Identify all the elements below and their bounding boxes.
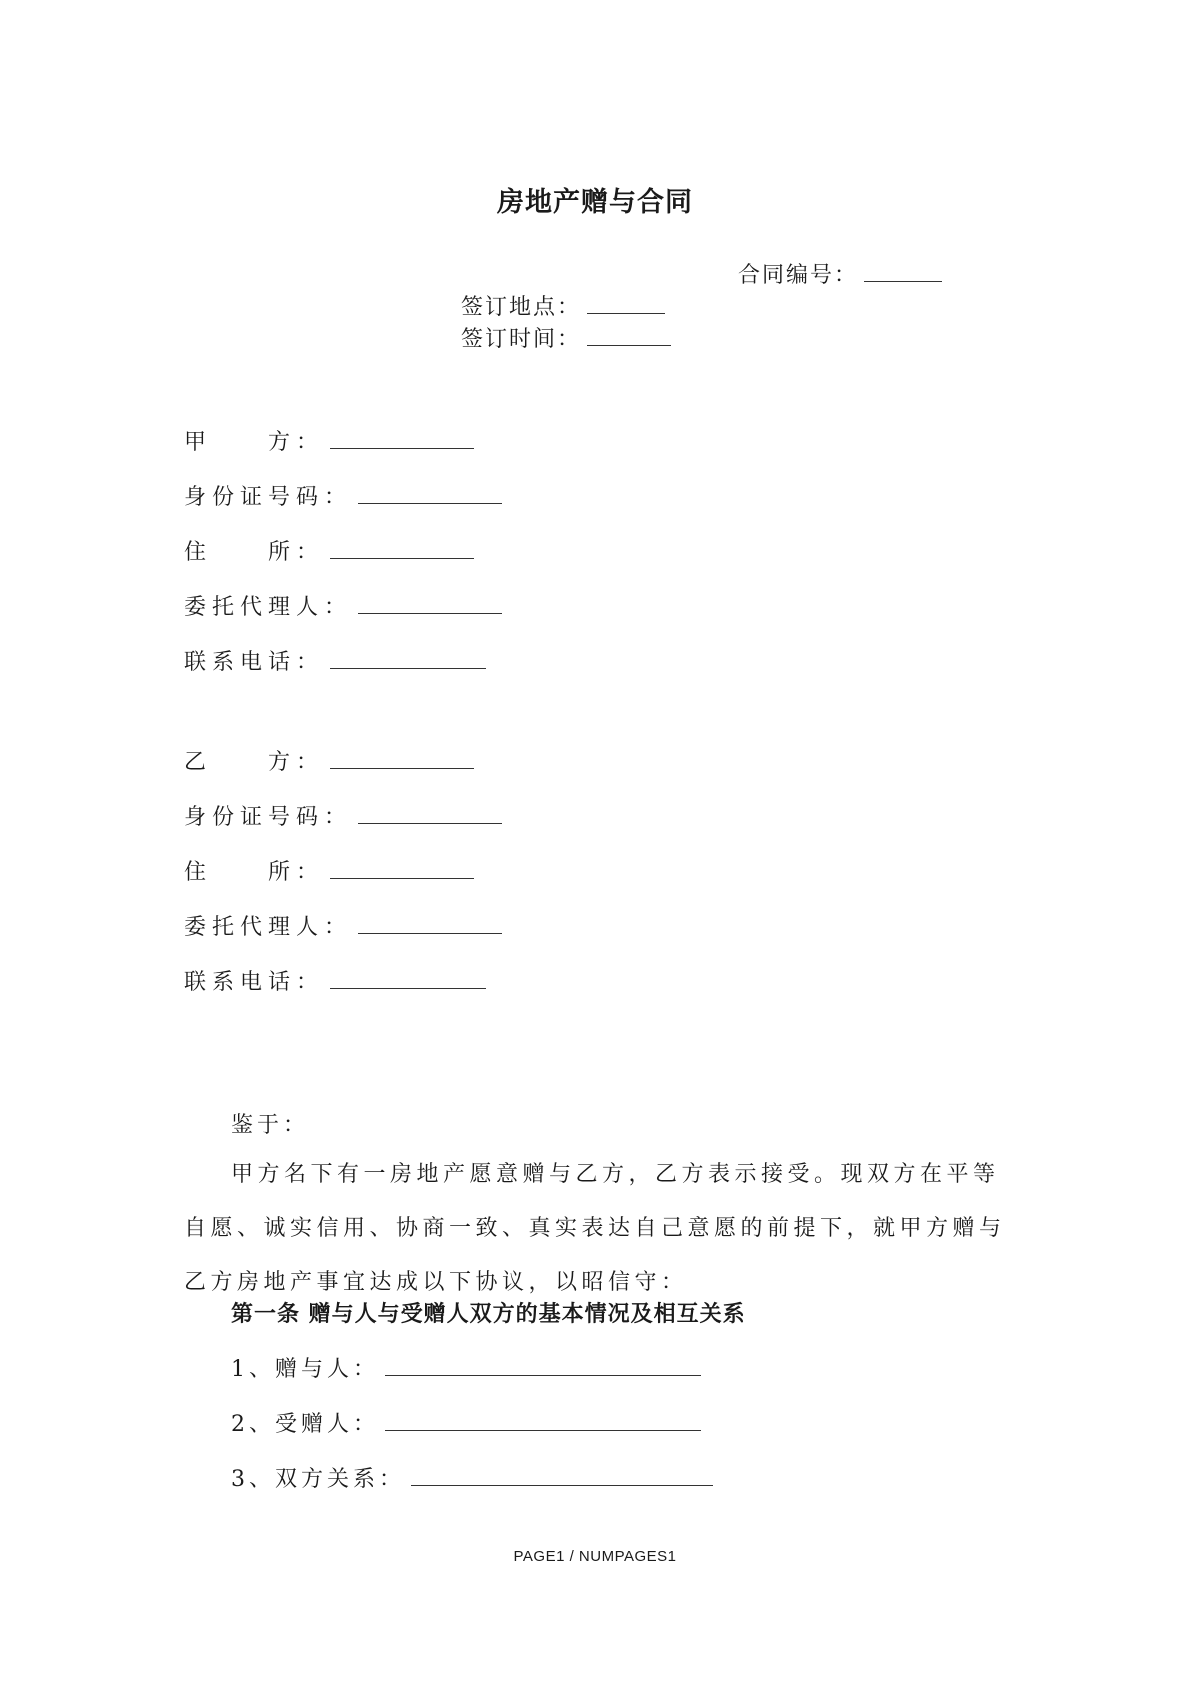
party-b-id-line	[184, 800, 502, 831]
donor-label: 1、赠与人：	[231, 1357, 379, 1382]
party-a-name-label: 甲 方：	[184, 430, 325, 455]
article-1-heading: 第一条 赠与人与受赠人双方的基本情况及相互关系	[231, 1301, 746, 1327]
party-a-id-blank[interactable]	[358, 483, 502, 504]
relation-label: 3、双方关系：	[231, 1467, 405, 1492]
donee-label: 2、受赠人：	[231, 1412, 379, 1437]
donee-blank[interactable]	[385, 1410, 701, 1431]
party-a-name-line	[184, 425, 474, 456]
party-b-id-label: 身份证号码：	[184, 805, 353, 830]
party-a-address-label: 住 所：	[184, 540, 325, 565]
party-b-agent-label: 委托代理人：	[184, 915, 353, 940]
party-b-phone-line	[184, 965, 486, 996]
party-a-address-blank[interactable]	[330, 538, 474, 559]
party-a-agent-blank[interactable]	[358, 593, 502, 614]
sign-place-blank[interactable]	[587, 293, 665, 314]
contract-number-label: 合同编号：	[738, 263, 859, 288]
party-a-agent-line	[184, 590, 502, 621]
preamble-paragraph: 甲方名下有一房地产愿意赠与乙方，乙方表示接受。现双方在平等自愿、诚实信用、协商一致、真实表达自己意愿的前提下，就甲方赠与乙方房地产事宜达成以下协议，以昭信守：	[184, 1162, 1006, 1295]
party-b-address-blank[interactable]	[330, 858, 474, 879]
sign-place-line	[461, 290, 665, 321]
party-b-name-label: 乙 方：	[184, 750, 325, 775]
party-a-id-label: 身份证号码：	[184, 485, 353, 510]
sign-time-label: 签订时间：	[461, 327, 582, 352]
party-a-phone-line	[184, 645, 486, 676]
party-a-name-blank[interactable]	[330, 428, 474, 449]
party-a-phone-label: 联系电话：	[184, 650, 325, 675]
party-b-address-line	[184, 855, 474, 886]
party-b-address-label: 住 所：	[184, 860, 325, 885]
contract-number-blank[interactable]	[864, 261, 942, 282]
document-title: 房地产赠与合同	[497, 187, 693, 218]
sign-time-line	[461, 322, 671, 353]
party-a-address-line	[184, 535, 474, 566]
party-b-phone-blank[interactable]	[330, 968, 486, 989]
sign-time-blank[interactable]	[587, 325, 671, 346]
relation-blank[interactable]	[411, 1465, 713, 1486]
party-b-name-blank[interactable]	[330, 748, 474, 769]
party-b-name-line	[184, 745, 474, 776]
donor-blank[interactable]	[385, 1355, 701, 1376]
contract-number-line	[738, 258, 942, 289]
article-1-item-relation	[231, 1462, 713, 1493]
party-a-phone-blank[interactable]	[330, 648, 486, 669]
article-1-item-donor	[231, 1352, 701, 1383]
article-1-item-donee	[231, 1407, 701, 1438]
page-footer: PAGE1 / NUMPAGES1	[513, 1548, 677, 1565]
party-b-agent-line	[184, 910, 502, 941]
party-b-phone-label: 联系电话：	[184, 970, 325, 995]
party-b-id-blank[interactable]	[358, 803, 502, 824]
sign-place-label: 签订地点：	[461, 295, 582, 320]
party-a-id-line	[184, 480, 502, 511]
party-a-agent-label: 委托代理人：	[184, 595, 353, 620]
whereas-label: 鉴于：	[231, 1113, 310, 1138]
party-b-agent-blank[interactable]	[358, 913, 502, 934]
